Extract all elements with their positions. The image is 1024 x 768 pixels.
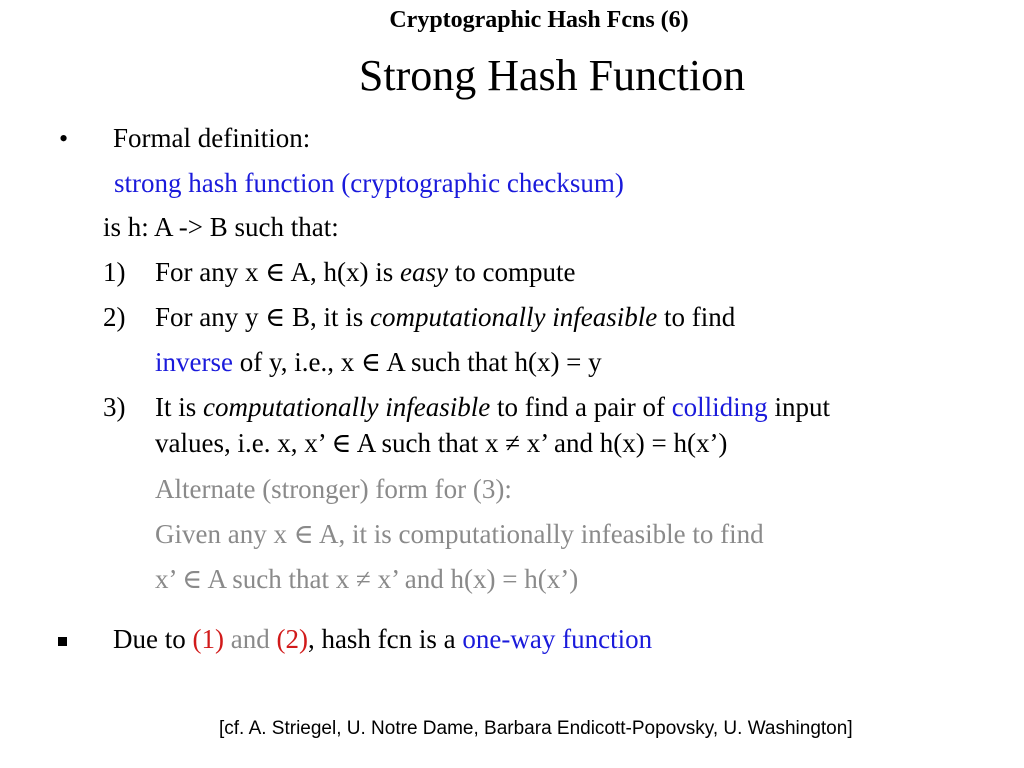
due-pre: Due to <box>113 624 193 654</box>
is-h-text: is h: A -> B such that: <box>103 212 339 242</box>
alternate-line-3 <box>155 563 578 595</box>
item-2-mid: B, it is <box>285 302 371 332</box>
formal-definition-text: Formal definition: <box>113 123 311 153</box>
element-of-icon: ∈ <box>293 519 314 549</box>
alternate-line-2-pre: Given any x <box>155 519 294 549</box>
item-2-cont-pre: of y, i.e., x <box>232 347 361 377</box>
element-of-icon: ∈ <box>265 302 286 332</box>
item-1 <box>103 256 575 288</box>
alternate-heading: Alternate (stronger) form for (3): <box>155 474 512 504</box>
element-of-icon: ∈ <box>360 347 381 377</box>
item-2 <box>103 301 735 333</box>
item-3-post: input <box>767 392 830 422</box>
ref-1: (1) <box>192 624 224 654</box>
and-text: and <box>223 624 277 654</box>
item-3-cont-post: A such that x ≠ x’ and h(x) = h(x’) <box>351 428 728 458</box>
item-2-post: to find <box>657 302 736 332</box>
element-of-icon: ∈ <box>265 257 286 287</box>
colliding-term: colliding <box>671 392 768 422</box>
one-way-function-term: one-way function <box>462 624 653 654</box>
item-3-pre: It is <box>155 392 204 422</box>
bullet-marker <box>59 122 68 155</box>
item-3-mid: to find a pair of <box>490 392 672 422</box>
item-2-pre: For any y <box>155 302 266 332</box>
alternate-line-2 <box>155 518 764 550</box>
inverse-term: inverse <box>155 347 233 377</box>
item-3-continuation <box>155 427 727 459</box>
due-mid: , hash fcn is a <box>307 624 463 654</box>
item-1-pre: For any x <box>155 257 266 287</box>
item-2-cont-post: A such that h(x) = y <box>380 347 602 377</box>
item-1-emphasis: easy <box>400 257 448 287</box>
round-bullet-icon: • <box>59 124 69 153</box>
ref-2: (2) <box>276 624 308 654</box>
item-2-number: 2) <box>103 302 126 332</box>
strong-hash-term: strong hash function (cryptographic checksum) <box>114 168 624 198</box>
item-2-continuation <box>155 346 602 378</box>
slide-subtitle: Cryptographic Hash Fcns (6) <box>389 7 689 33</box>
item-3 <box>103 391 830 423</box>
citation: [cf. A. Striegel, U. Notre Dame, Barbara Endicott-Popovsky, U. Washington] <box>219 718 853 739</box>
slide-title: Strong Hash Function <box>358 51 746 100</box>
due-to-line <box>113 623 652 655</box>
alternate-line-3-pre: x’ <box>155 564 183 594</box>
item-3-number: 3) <box>103 392 126 422</box>
element-of-icon: ∈ <box>331 428 352 458</box>
item-1-mid: A, h(x) is <box>285 257 400 287</box>
item-1-number: 1) <box>103 257 126 287</box>
item-3-cont-pre: values, i.e. x, x’ <box>155 428 332 458</box>
item-2-emphasis: computationally infeasible <box>370 302 658 332</box>
alternate-line-2-post: A, it is computationally infeasible to find <box>313 519 764 549</box>
item-3-emphasis: computationally infeasible <box>203 392 491 422</box>
element-of-icon: ∈ <box>182 564 203 594</box>
item-1-post: to compute <box>447 257 576 287</box>
alternate-line-3-post: A such that x ≠ x’ and h(x) = h(x’) <box>202 564 579 594</box>
square-bullet-icon <box>58 633 67 651</box>
